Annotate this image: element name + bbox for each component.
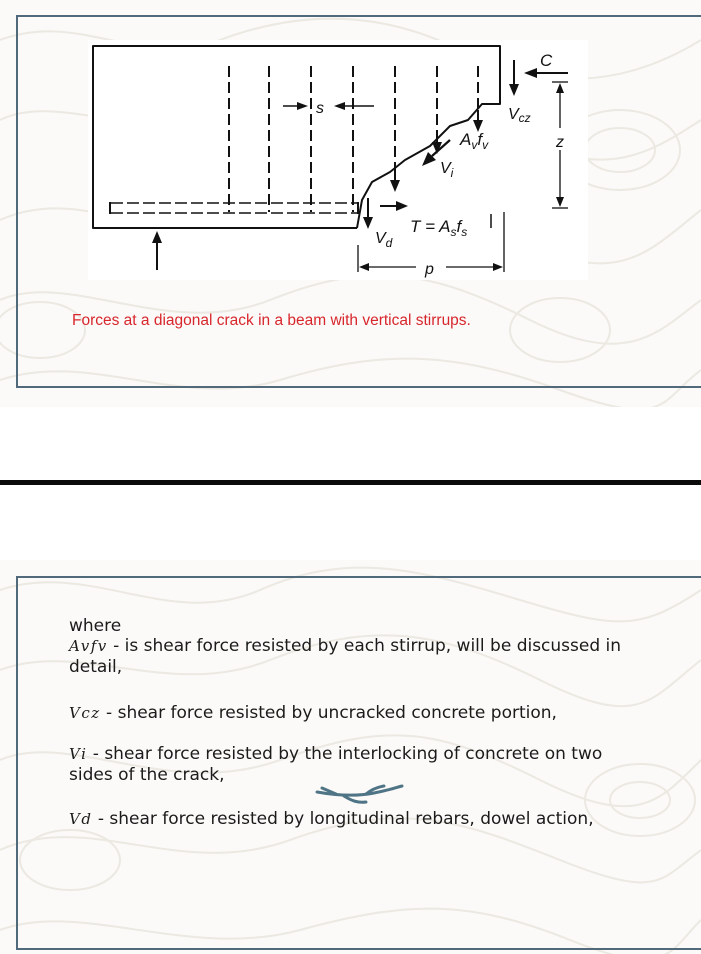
definition-avfv — [69, 636, 621, 657]
label-vd: $V_d$ — [375, 230, 393, 250]
slide-gap — [0, 407, 701, 480]
symbol-vi: Vi — [69, 745, 88, 763]
definition-text: - is shear force resisted by each stirrup, will be discussed in — [107, 636, 622, 656]
label-c: C — [540, 51, 553, 70]
definition-vi — [69, 744, 602, 765]
twig-ornament — [314, 783, 406, 805]
figure-caption: Forces at a diagonal crack in a beam with vertical stirrups. — [72, 312, 471, 329]
symbol-vd: Vd — [69, 810, 93, 828]
label-vcz: Vcz — [508, 106, 531, 125]
label-t: $T = A_sf_s$ — [410, 217, 468, 239]
label-avfv: $A_vf_v$ — [460, 130, 489, 152]
definition-text: - shear force resisted by longitudinal rebars, dowel action, — [92, 809, 594, 829]
symbol-avfv: Avfv — [69, 637, 108, 655]
definition-continuation: detail, — [69, 657, 123, 677]
label-z: z — [556, 134, 564, 151]
label-s: s — [316, 100, 324, 117]
definition-vcz — [69, 703, 557, 724]
where-label: where — [69, 616, 122, 636]
definition-continuation: sides of the crack, — [69, 765, 225, 785]
definition-vd — [69, 809, 594, 830]
symbol-vcz: Vcz — [69, 704, 101, 722]
label-p: p — [425, 261, 434, 278]
definition-text: - shear force resisted by the interlocking of concrete on two — [87, 744, 603, 764]
slide-gap — [0, 485, 701, 560]
definition-text: - shear force resisted by uncracked concrete portion, — [100, 703, 557, 723]
beam-diagram — [88, 40, 588, 280]
label-vi: $V_i$ — [440, 160, 454, 180]
slide-top — [0, 0, 701, 407]
